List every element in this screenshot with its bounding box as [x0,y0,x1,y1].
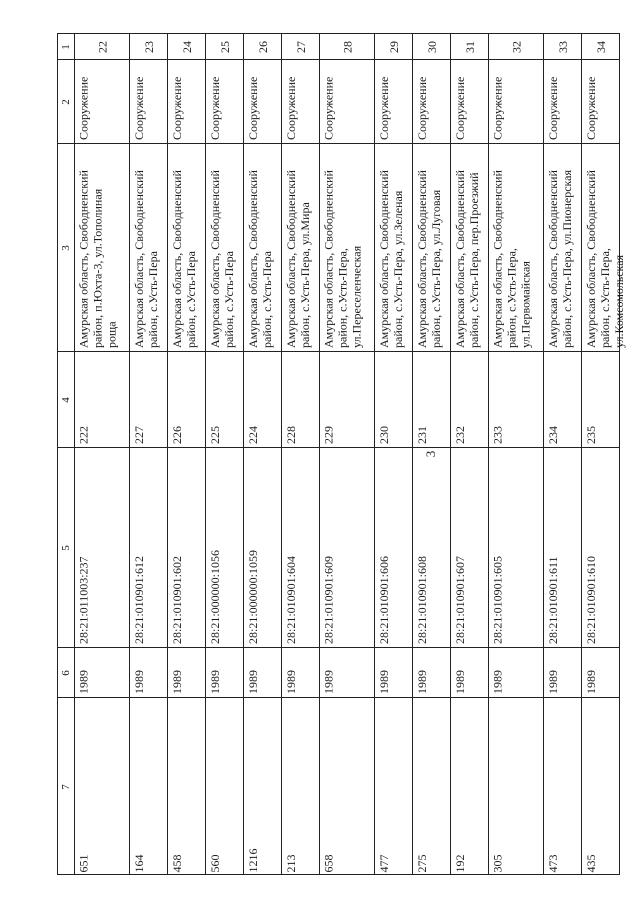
column-header-label: 4 [60,396,72,403]
table-row [129,34,167,874]
type-cell [168,59,205,143]
length-cell [206,697,243,876]
table-row [412,34,450,874]
address-line: район, с.Усть-Пера, ул.Зеленая [390,190,405,348]
type-cell [282,59,319,143]
table-row [581,34,626,874]
cadastral-value: 28:21:010901:602 [169,555,184,644]
cadastral-cell [489,447,543,647]
property-table [57,33,626,875]
id-value: 233 [490,425,505,444]
type-value: Сооружение [131,76,146,140]
length-cell [375,697,412,876]
object-id-cell [282,351,319,447]
address-line: Амурская область, Свободненский [245,169,260,348]
row-number-cell [206,34,243,59]
column-header-4 [58,351,74,447]
address-cell [282,143,319,351]
id-value: 227 [131,425,146,444]
address-line: район, с.Усть-Пера [145,250,160,348]
type-value: Сооружение [169,76,184,140]
row-number-cell [320,34,374,59]
year-value: 1989 [245,669,260,694]
num-value: 25 [217,40,232,53]
cadastral-cell [244,447,281,647]
cadastral-cell [375,447,412,647]
address-line: роща [104,320,119,348]
address-cell [75,143,129,351]
year-value: 1989 [490,669,505,694]
address-cell [413,143,450,351]
object-id-cell [168,351,205,447]
row-number-cell [489,34,543,59]
address-line: ул.Переселенческая [349,245,364,348]
address-cell [130,143,167,351]
length-value: 473 [545,854,560,873]
address-cell [375,143,412,351]
id-value: 222 [76,425,91,444]
row-number-cell [413,34,450,59]
type-cell [75,59,129,143]
year-value: 1989 [169,669,184,694]
id-value: 226 [169,425,184,444]
address-line: Амурская область, Свободненский [76,169,91,348]
row-number-cell [451,34,488,59]
address-line: Амурская область, Свободненский [414,169,429,348]
length-value: 192 [452,854,467,873]
length-cell [130,697,167,876]
id-value: 234 [545,425,560,444]
address-line: Амурская область, Свободненский [321,169,336,348]
object-id-cell [130,351,167,447]
year-value: 1989 [414,669,429,694]
row-number-cell [582,34,619,59]
address-line: район, п.Юхта-3, ул.Тополиная [90,188,105,348]
address-line: район, с.Усть-Пера, ул.Луговая [428,189,443,348]
year-cell [582,647,619,697]
num-value: 23 [141,40,156,53]
num-value: 24 [179,40,194,53]
type-value: Сооружение [283,76,298,140]
address-line: Амурская область, Свободненский [452,169,467,348]
address-cell [489,143,543,351]
object-id-cell [544,351,581,447]
object-id-cell [244,351,281,447]
row-number-cell [544,34,581,59]
length-cell [244,697,281,876]
address-line: район, с.Усть-Пера, ул.Пионерская [559,169,574,348]
cadastral-value: 28:21:000000:1056 [207,549,222,644]
address-line: Амурская область, Свободненский [169,169,184,348]
id-value: 228 [283,425,298,444]
column-header-label: 3 [60,244,72,251]
address-cell [451,143,488,351]
cadastral-value: 28:21:011003:237 [76,555,91,644]
address-line: район, с.Усть-Пера [183,250,198,348]
num-value: 31 [462,40,477,53]
row-number-cell [130,34,167,59]
num-value: 27 [293,40,308,53]
year-value: 1989 [131,669,146,694]
type-cell [544,59,581,143]
column-header-label: 5 [60,544,72,551]
column-header-label: 2 [60,98,72,105]
row-number-cell [75,34,129,59]
table-row [281,34,319,874]
year-cell [75,647,129,697]
cadastral-cell [168,447,205,647]
address-cell [544,143,581,351]
length-cell [282,697,319,876]
type-cell [413,59,450,143]
length-value: 560 [207,854,222,873]
type-cell [206,59,243,143]
year-value: 1989 [452,669,467,694]
type-cell [244,59,281,143]
cadastral-cell [75,447,129,647]
object-id-cell [206,351,243,447]
cadastral-cell [582,447,619,647]
type-cell [375,59,412,143]
column-header-6 [58,647,74,697]
length-value: 213 [283,854,298,873]
object-id-cell [375,351,412,447]
year-cell [320,647,374,697]
length-cell [489,697,543,876]
cadastral-cell [544,447,581,647]
year-cell [375,647,412,697]
length-cell [544,697,581,876]
type-value: Сооружение [545,76,560,140]
address-cell [244,143,281,351]
cadastral-cell [320,447,374,647]
type-value: Сооружение [376,76,391,140]
year-cell [130,647,167,697]
id-value: 229 [321,425,336,444]
year-cell [244,647,281,697]
year-cell [282,647,319,697]
table-row [374,34,412,874]
cadastral-value: 28:21:010901:605 [490,555,505,644]
type-value: Сооружение [452,76,467,140]
num-value: 26 [255,40,270,53]
column-header-label: 6 [60,669,72,676]
num-value: 33 [555,40,570,53]
table-row [543,34,581,874]
object-id-cell [582,351,619,447]
type-value: Сооружение [76,76,91,140]
table-row [488,34,543,874]
table-row [74,34,129,874]
address-cell [206,143,243,351]
type-value: Сооружение [414,76,429,140]
table-header-row [58,34,74,874]
column-header-1 [58,34,74,59]
id-value: 230 [376,425,391,444]
column-header-2 [58,59,74,143]
address-line: район, с.Усть-Пера, [335,247,350,348]
cadastral-value: 28:21:010901:604 [283,555,298,644]
length-value: 435 [583,854,598,873]
length-value: 305 [490,854,505,873]
type-value: Сооружение [245,76,260,140]
num-value: 22 [95,40,109,53]
type-value: Сооружение [583,76,598,140]
table-row [450,34,488,874]
cadastral-value: 28:21:010901:607 [452,555,467,644]
address-line: ул.Комсомольская [611,254,626,348]
length-value: 1216 [245,848,260,873]
address-line: район, с.Усть-Пера, пер.Проезжий [466,171,481,348]
column-header-3 [58,143,74,351]
cadastral-cell [206,447,243,647]
cadastral-cell [282,447,319,647]
cadastral-value: 28:21:010901:609 [321,555,336,644]
cadastral-cell [413,447,450,647]
object-id-cell [489,351,543,447]
row-number-cell [282,34,319,59]
length-cell [75,697,129,876]
year-value: 1989 [545,669,560,694]
type-cell [320,59,374,143]
length-value: 651 [76,854,91,873]
address-line: ул.Первомайская [518,260,533,348]
cadastral-value: 28:21:010901:611 [545,555,560,644]
id-value: 231 [414,425,429,444]
cadastral-value: 28:21:000000:1059 [245,549,260,644]
id-value: 225 [207,425,222,444]
type-cell [582,59,619,143]
type-value: Сооружение [321,76,336,140]
column-header-label: 1 [60,43,72,50]
table-row [243,34,281,874]
address-line: Амурская область, Свободненский [583,169,598,348]
cadastral-cell [451,447,488,647]
object-id-cell [413,351,450,447]
cadastral-cell [130,447,167,647]
year-value: 1989 [283,669,298,694]
address-line: район, с.Усть-Пера, [504,247,519,348]
num-value: 29 [386,40,401,53]
address-line: район, с.Усть-Пера [259,250,274,348]
year-value: 1989 [583,669,598,694]
num-value: 30 [424,40,439,53]
year-value: 1989 [321,669,336,694]
column-header-label: 7 [60,784,72,790]
object-id-cell [451,351,488,447]
num-value: 32 [509,40,523,53]
row-number-cell [244,34,281,59]
year-value: 1989 [207,669,222,694]
type-value: Сооружение [490,76,505,140]
length-value: 477 [376,854,391,873]
row-number-cell [375,34,412,59]
address-cell [320,143,374,351]
address-line: Амурская область, Свободненский [207,169,222,348]
address-line: Амурская область, Свободненский [490,169,505,348]
year-cell [206,647,243,697]
type-value: Сооружение [207,76,222,140]
id-value: 232 [452,425,467,444]
year-cell [544,647,581,697]
page-number: 3 [423,450,438,458]
cadastral-value: 28:21:010901:610 [583,555,598,644]
address-line: Амурская область, Свободненский [131,169,146,348]
cadastral-value: 28:21:010901:608 [414,555,429,644]
row-number-cell [168,34,205,59]
cadastral-value: 28:21:010901:606 [376,555,391,644]
object-id-cell [75,351,129,447]
table-row [319,34,374,874]
object-id-cell [320,351,374,447]
length-value: 658 [321,854,336,873]
address-cell [168,143,205,351]
year-value: 1989 [76,669,91,694]
address-line: Амурская область, Свободненский [545,169,560,348]
id-value: 224 [245,425,260,444]
cadastral-value: 28:21:010901:612 [131,555,146,644]
address-line: Амурская область, Свободненский [283,169,298,348]
type-cell [451,59,488,143]
address-cell [582,143,626,351]
year-cell [168,647,205,697]
id-value: 235 [583,425,598,444]
year-cell [413,647,450,697]
length-value: 458 [169,854,184,873]
year-cell [489,647,543,697]
type-cell [130,59,167,143]
address-line: район, с.Усть-Пера [221,250,236,348]
column-header-7 [58,697,74,876]
column-header-5 [58,447,74,647]
address-line: район, с.Усть-Пера, [597,247,612,348]
type-cell [489,59,543,143]
table-row [205,34,243,874]
address-line: район, с.Усть-Пера, ул.Мира [297,201,312,348]
num-value: 28 [340,40,354,53]
length-cell [168,697,205,876]
year-value: 1989 [376,669,391,694]
address-line: Амурская область, Свободненский [376,169,391,348]
length-cell [413,697,450,876]
table-row [167,34,205,874]
length-value: 164 [131,854,146,873]
length-cell [582,697,619,876]
length-cell [320,697,374,876]
num-value: 34 [593,40,608,53]
length-cell [451,697,488,876]
length-value: 275 [414,854,429,873]
year-cell [451,647,488,697]
